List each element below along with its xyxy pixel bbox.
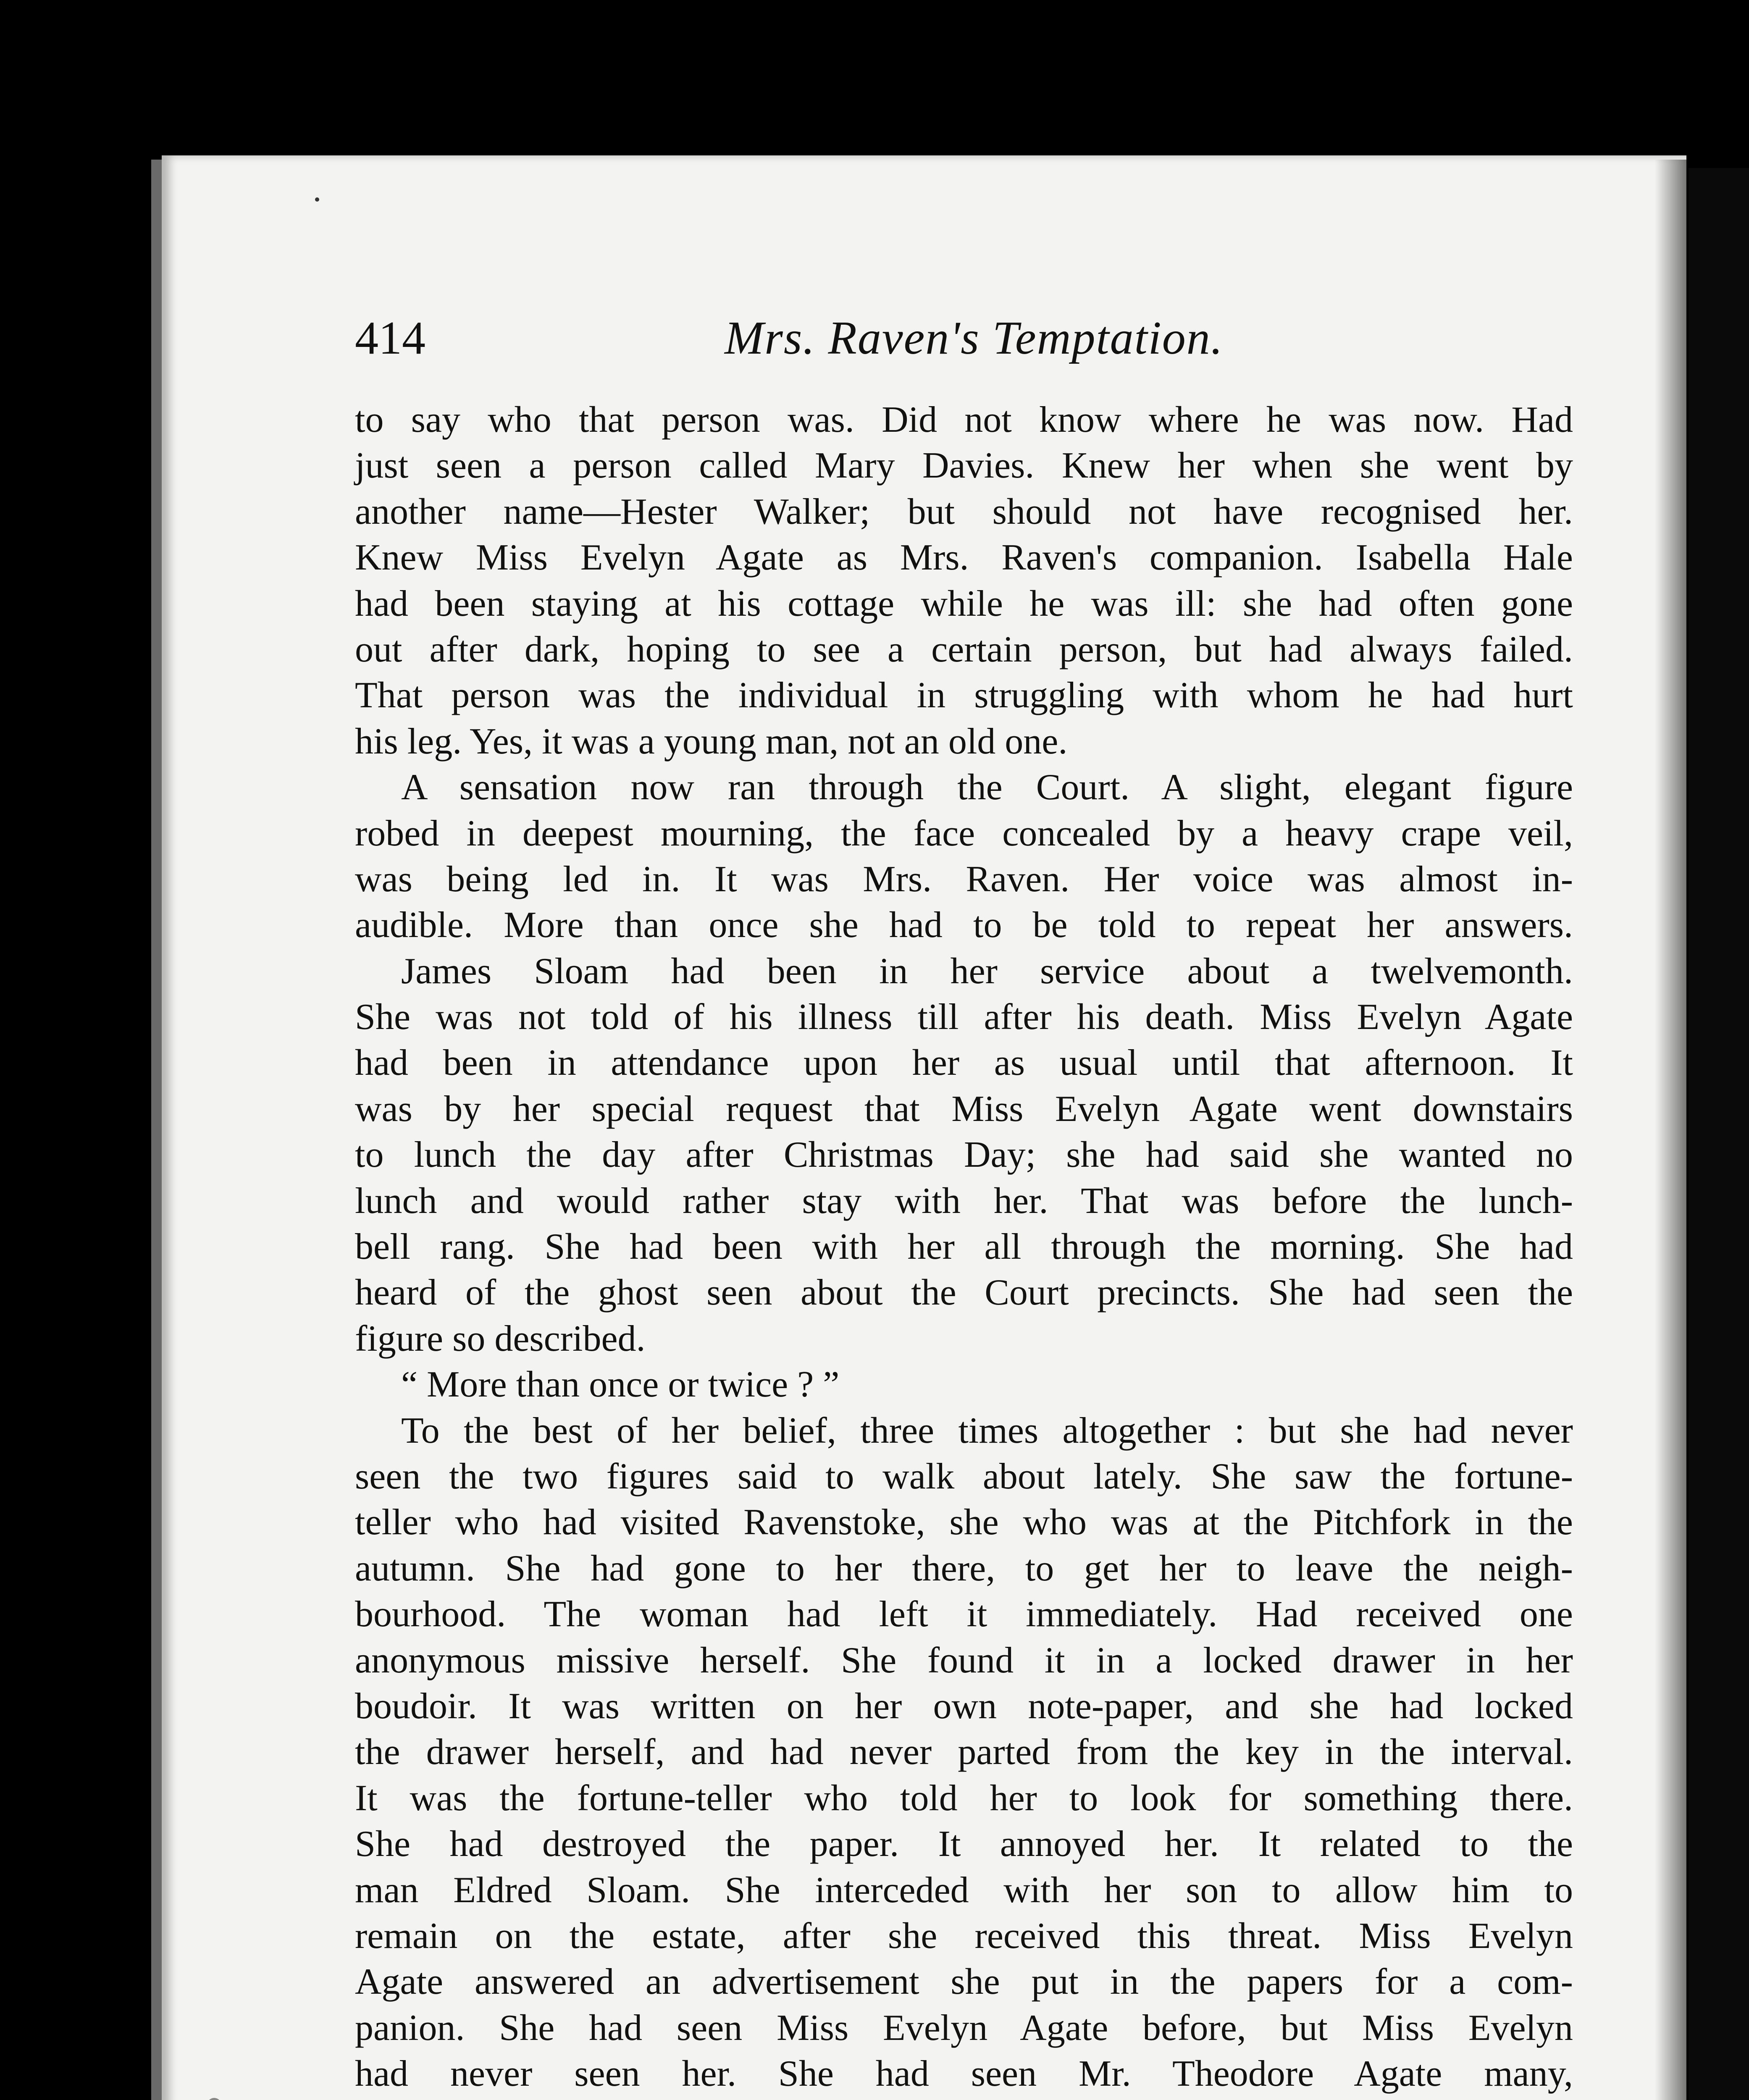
text-line: She had destroyed the paper. It annoyed her. It related to the bbox=[355, 1824, 1573, 1865]
text-line: had been in attendance upon her as usual until that afternoon. It bbox=[355, 1042, 1573, 1084]
text-line: just seen a person called Mary Davies. Knew her when she went by bbox=[355, 445, 1573, 486]
page-header bbox=[355, 309, 1573, 368]
text-line: the drawer herself, and had never parted from the key in the interval. bbox=[355, 1732, 1573, 1773]
gutter-shadow bbox=[1655, 160, 1689, 2100]
text-line: heard of the ghost seen about the Court precincts. She had seen the bbox=[355, 1272, 1573, 1313]
text-line: A sensation now ran through the Court. A slight, elegant figure bbox=[401, 767, 1573, 808]
body-text bbox=[355, 397, 1573, 2100]
text-line: teller who had visited Ravenstoke, she who was at the Pitchfork in the bbox=[355, 1502, 1573, 1543]
text-line: anonymous missive herself. She found it in a locked drawer in her bbox=[355, 1640, 1573, 1681]
page-number: 414 bbox=[355, 312, 425, 364]
text-line: boudoir. It was written on her own note-paper, and she had locked bbox=[355, 1685, 1573, 1727]
text-line: had been staying at his cottage while he was ill: she had often gone bbox=[355, 583, 1573, 624]
text-line: Knew Miss Evelyn Agate as Mrs. Raven's companion. Isabella Hale bbox=[355, 537, 1573, 578]
text-line: She was not told of his illness till after his death. Miss Evelyn Agate bbox=[355, 997, 1573, 1038]
text-line: It was the fortune-teller who told her to look for something there. bbox=[355, 1777, 1573, 1819]
ink-speck bbox=[315, 197, 319, 202]
text-line: bell rang. She had been with her all through the morning. She had bbox=[355, 1226, 1573, 1268]
text-line: to lunch the day after Christmas Day; she had said she wanted no bbox=[355, 1134, 1573, 1176]
text-line: lunch and would rather stay with her. That was before the lunch- bbox=[355, 1180, 1573, 1221]
text-line: Agate answered an advertisement she put in the papers for a com- bbox=[355, 1961, 1573, 2003]
text-line: out after dark, hoping to see a certain person, but had always failed. bbox=[355, 629, 1573, 670]
text-line: was by her special request that Miss Evelyn Agate went downstairs bbox=[355, 1088, 1573, 1129]
running-head: Mrs. Raven's Temptation. bbox=[725, 312, 1224, 364]
text-line: to say who that person was. Did not know where he was now. Had bbox=[355, 399, 1573, 440]
text-line: autumn. She had gone to her there, to get her to leave the neigh- bbox=[355, 1548, 1573, 1589]
text-line: his leg. Yes, it was a young man, not an old one. bbox=[355, 721, 1068, 762]
text-line: was being led in. It was Mrs. Raven. Her voice was almost in- bbox=[355, 858, 1573, 900]
text-line: “ More than once or twice ? ” bbox=[401, 1364, 840, 1405]
text-line: another name—Hester Walker; but should not have recognised her. bbox=[355, 491, 1573, 532]
book-spine bbox=[1689, 168, 1749, 2100]
text-line: bourhood. The woman had left it immediately. Had received one bbox=[355, 1594, 1573, 1635]
text-line: James Sloam had been in her service about a twelvemonth. bbox=[401, 950, 1573, 992]
text-line: panion. She had seen Miss Evelyn Agate before, but Miss Evelyn bbox=[355, 2007, 1573, 2048]
text-line: figure so described. bbox=[355, 1318, 646, 1359]
text-line: To the best of her belief, three times altogether : but she had never bbox=[401, 1410, 1573, 1451]
text-line: seen the two figures said to walk about lately. She saw the fortune- bbox=[355, 1456, 1573, 1497]
text-line: audible. More than once she had to be told to repeat her answers. bbox=[355, 905, 1573, 946]
text-line: had never seen her. She had seen Mr. Theodore Agate many, bbox=[355, 2053, 1573, 2095]
text-line bbox=[355, 2097, 1573, 2100]
text-line: man Eldred Sloam. She interceded with her son to allow him to bbox=[355, 1869, 1573, 1911]
text-line: That person was the individual in struggling with whom he had hurt bbox=[355, 675, 1573, 716]
text-line: robed in deepest mourning, the face concealed by a heavy crape veil, bbox=[355, 813, 1573, 854]
text-line: remain on the estate, after she received this threat. Miss Evelyn bbox=[355, 1915, 1573, 1956]
